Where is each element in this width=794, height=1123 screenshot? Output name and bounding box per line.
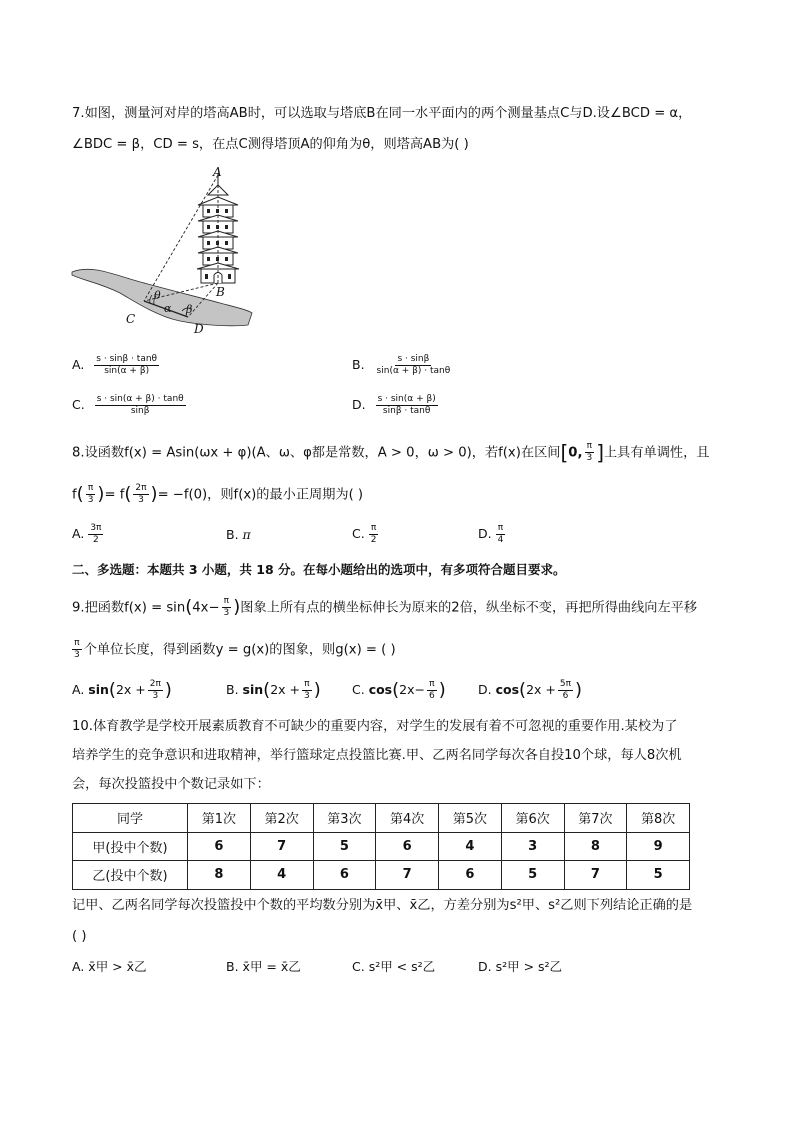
table-cell: 5 xyxy=(627,861,690,890)
q7-line-2: ∠BDC = β，CD = s，在点C测得塔顶A的仰角为θ，则塔高AB为( ) xyxy=(72,137,469,152)
q8-line-2: f( $\frac{\pi}{3}$ )= f( $\frac{2\pi}{3}$ )= −f(0)，则f(x)的最小正周期为( ) xyxy=(72,483,364,505)
pagoda-river-figure xyxy=(70,165,260,340)
section-heading-multi-choice: 二、多选题：本题共 3 小题，共 18 分。在每小题给出的选项中，有多项符合题目要求。 xyxy=(72,562,566,577)
q9-option-d[interactable]: D. cos(2x + $\frac{5\pi}{6}$ ) xyxy=(478,679,583,701)
table-header-cell: 第8次 xyxy=(627,804,690,833)
table-cell: 7 xyxy=(564,861,627,890)
table-row xyxy=(73,832,690,861)
label-b: B xyxy=(216,285,225,299)
bracket-left: [ xyxy=(560,440,569,465)
q7-option-b[interactable]: B. $\frac{s \cdot \sin\beta}{\sin(\alpha + \beta) \cdot \tan\theta}$ xyxy=(352,354,451,376)
q10-line-3: 会，每次投篮投中个数记录如下： xyxy=(72,777,270,792)
q9-line-1: 9.把函数f(x) = sin(4x− $\frac{\pi}{3}$ )图象上所有点的横坐标伸长为原来的2倍，纵坐标不变，再把所得曲线向左平移 xyxy=(72,596,698,618)
q10-line-1: 10.体育教学是学校开展素质教育不可缺少的重要内容，对学生的发展有着不可忽视的重要作用.某校为了 xyxy=(72,719,678,734)
table-cell: 6 xyxy=(439,861,502,890)
q10-option-d[interactable]: D. s²甲 > s²乙 xyxy=(478,959,563,974)
shooting-record-table xyxy=(72,803,690,890)
table-cell: 6 xyxy=(313,861,376,890)
table-cell: 7 xyxy=(376,861,439,890)
q10-line-5: ( ) xyxy=(72,929,87,944)
bracket-right: ] xyxy=(596,440,604,465)
q10-option-a[interactable]: A. x̄甲 > x̄乙 xyxy=(72,959,147,974)
q8-option-c[interactable]: C. $\frac{\pi}{2}$ xyxy=(352,523,377,545)
table-header-cell: 第2次 xyxy=(250,804,313,833)
table-row xyxy=(73,861,690,890)
table-header-cell: 第5次 xyxy=(439,804,502,833)
table-header-cell: 第4次 xyxy=(376,804,439,833)
table-cell: 4 xyxy=(250,861,313,890)
q8-option-a[interactable]: A. $\frac{3\pi}{2}$ xyxy=(72,523,102,545)
label-c: C xyxy=(126,312,136,326)
q8-option-b[interactable]: B. π xyxy=(226,527,251,542)
q10-option-b[interactable]: B. x̄甲 = x̄乙 xyxy=(226,959,301,974)
table-cell: 7 xyxy=(250,832,313,861)
table-cell: 6 xyxy=(376,832,439,861)
table-cell: 9 xyxy=(627,832,690,861)
table-cell: 4 xyxy=(439,832,502,861)
table-cell: 3 xyxy=(501,832,564,861)
label-beta: β xyxy=(186,303,193,316)
table-header-cell: 第7次 xyxy=(564,804,627,833)
label-alpha: α xyxy=(164,302,172,315)
table-header-cell: 第6次 xyxy=(501,804,564,833)
q8-option-d[interactable]: D. $\frac{\pi}{4}$ xyxy=(478,523,504,545)
table-cell: 5 xyxy=(313,832,376,861)
table-header-cell: 第3次 xyxy=(313,804,376,833)
table-cell: 乙(投中个数) xyxy=(73,861,188,890)
table-header-cell: 同学 xyxy=(73,804,188,833)
q8-line-1: 8.设函数f(x) = Asin(ωx + φ)(A、ω、φ都是常数，A > 0，ω > 0)，若f(x)在区间[0, $\frac{\pi}{3}$ ]上具有单调性，且 xyxy=(72,440,710,465)
table-cell: 8 xyxy=(564,832,627,861)
table-header-cell: 第1次 xyxy=(188,804,251,833)
label-d: D xyxy=(194,322,204,336)
q9-option-a[interactable]: A. sin(2x + $\frac{2\pi}{3}$ ) xyxy=(72,679,172,701)
q7-option-a[interactable]: A. $\frac{s \cdot \sin\beta \cdot \tan\theta}{\sin(\alpha + \beta)}$ xyxy=(72,354,158,376)
q9-option-b[interactable]: B. sin(2x + $\frac{\pi}{3}$ ) xyxy=(226,679,321,701)
q9-option-c[interactable]: C. cos(2x− $\frac{\pi}{6}$ ) xyxy=(352,679,446,701)
table-cell: 5 xyxy=(501,861,564,890)
table-cell: 甲(投中个数) xyxy=(73,832,188,861)
q9-line-2: $\frac{\pi}{3}$ 个单位长度，得到函数y = g(x)的图象，则g(x) = ( ) xyxy=(74,638,396,660)
table-header-row xyxy=(73,804,690,833)
table-cell: 6 xyxy=(188,832,251,861)
q7-option-c[interactable]: C. $\frac{s \cdot \sin(\alpha + \beta) \cdot \tan\theta}{\sin\beta}$ xyxy=(72,394,184,416)
q7-option-d[interactable]: D. $\frac{s \cdot \sin(\alpha + \beta)}{\sin\beta \cdot \tan\theta}$ xyxy=(352,394,436,416)
table-cell: 8 xyxy=(188,861,251,890)
q7-line-1: 7.如图，测量河对岸的塔高AB时，可以选取与塔底B在同一水平面内的两个测量基点C与D.设∠BCD = α， xyxy=(72,106,692,121)
q10-line-4: 记甲、乙两名同学每次投篮投中个数的平均数分别为x̄甲、x̄乙，方差分别为s²甲、s²乙则下列结论正确的是 xyxy=(72,898,693,913)
label-theta: θ xyxy=(154,289,161,302)
label-a: A xyxy=(213,165,222,179)
q10-line-2: 培养学生的竞争意识和进取精神，举行篮球定点投篮比赛.甲、乙两名同学每次各自投10个球，每人8次机 xyxy=(72,748,682,763)
q10-option-c[interactable]: C. s²甲 < s²乙 xyxy=(352,959,436,974)
